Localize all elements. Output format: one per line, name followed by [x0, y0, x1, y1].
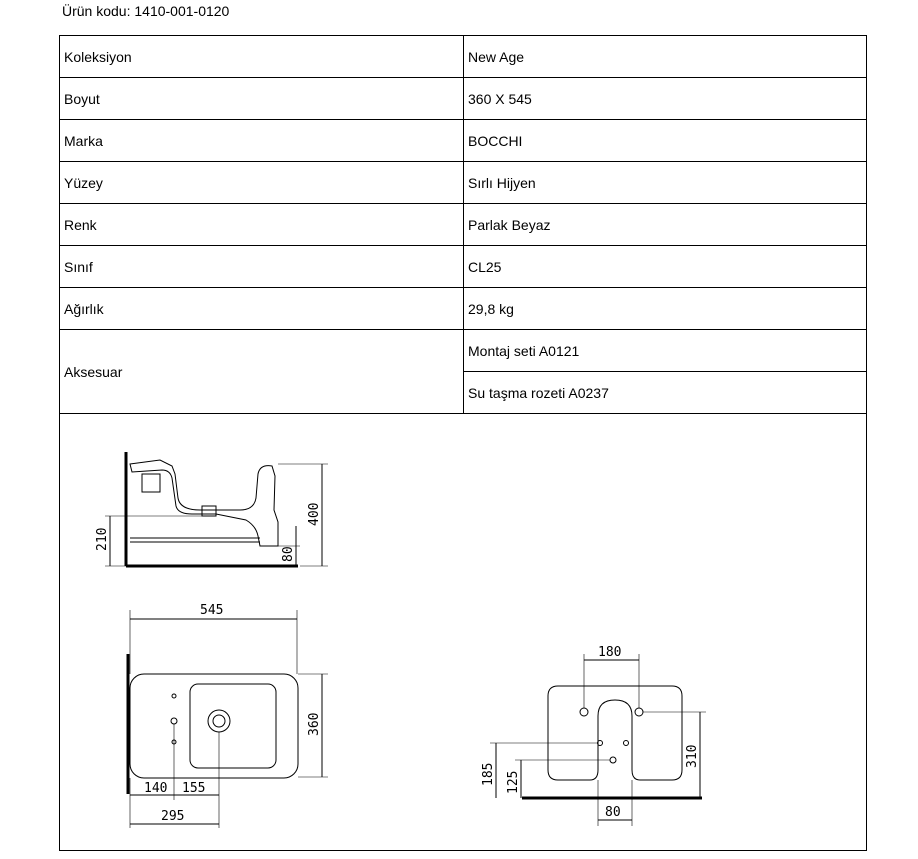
table-row [60, 78, 867, 120]
spec-key: Yüzey [60, 162, 464, 204]
spec-key: Ağırlık [60, 288, 464, 330]
table-row [60, 204, 867, 246]
table-row [60, 246, 867, 288]
spec-value: 360 X 545 [464, 78, 867, 120]
product-code: Ürün kodu: 1410-001-0120 [62, 3, 230, 19]
spec-key: Aksesuar [60, 330, 464, 414]
back-view [490, 654, 706, 826]
dim-295: 295 [161, 809, 185, 824]
spec-key: Sınıf [60, 246, 464, 288]
dim-545: 545 [200, 603, 224, 618]
dim-125: 125 [506, 770, 521, 794]
spec-value: CL25 [464, 246, 867, 288]
table-row [60, 36, 867, 78]
dim-310: 310 [685, 744, 700, 768]
technical-drawing-panel [59, 414, 867, 851]
dim-210: 210 [95, 527, 110, 551]
dim-80-back: 80 [605, 805, 621, 820]
dim-140: 140 [144, 781, 168, 796]
dim-180: 180 [598, 645, 622, 660]
technical-drawing [60, 414, 866, 850]
spec-table [59, 35, 867, 414]
table-row [60, 330, 867, 372]
dim-80-side: 80 [281, 546, 296, 562]
spec-value: Su taşma rozeti A0237 [464, 372, 867, 414]
dim-400: 400 [307, 502, 322, 526]
spec-value: Sırlı Hijyen [464, 162, 867, 204]
table-row [60, 120, 867, 162]
table-row [60, 162, 867, 204]
dim-155: 155 [182, 781, 206, 796]
spec-key: Marka [60, 120, 464, 162]
spec-value: Parlak Beyaz [464, 204, 867, 246]
dim-185: 185 [481, 762, 496, 786]
spec-key: Renk [60, 204, 464, 246]
spec-value: 29,8 kg [464, 288, 867, 330]
spec-key: Koleksiyon [60, 36, 464, 78]
spec-value: Montaj seti A0121 [464, 330, 867, 372]
spec-key: Boyut [60, 78, 464, 120]
spec-value: BOCCHI [464, 120, 867, 162]
dim-360: 360 [307, 712, 322, 736]
spec-value: New Age [464, 36, 867, 78]
table-row [60, 288, 867, 330]
